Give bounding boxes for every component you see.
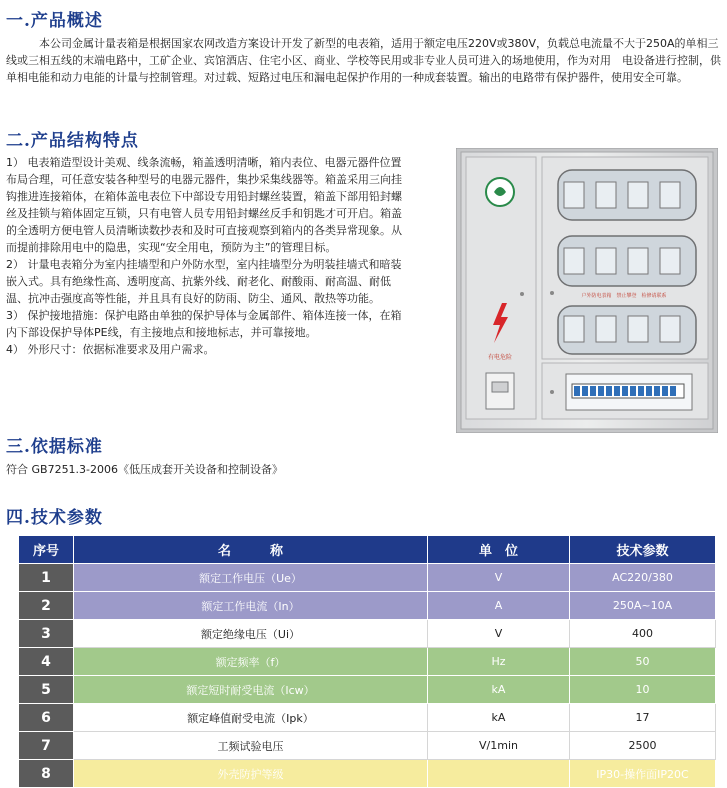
row-unit: kA	[428, 676, 570, 704]
row-name: 额定峰值耐受电流（Ipk）	[74, 704, 428, 732]
table-row	[19, 648, 716, 676]
warning-label: 户外防电表箱 禁止攀登 检修请联系	[581, 293, 667, 299]
row-unit: Hz	[428, 648, 570, 676]
table-row	[19, 676, 716, 704]
table-row	[19, 704, 716, 732]
row-value: 17	[570, 704, 716, 732]
row-index: 6	[19, 704, 74, 732]
table-row	[19, 760, 716, 788]
row-index: 5	[19, 676, 74, 704]
section-title-specs: 四.技术参数	[6, 508, 103, 528]
row-index: 8	[19, 760, 74, 788]
row-value: 250A~10A	[570, 592, 716, 620]
table-row	[19, 564, 716, 592]
row-unit: V	[428, 620, 570, 648]
meter-window	[558, 236, 696, 286]
structure-item: 1） 电表箱造型设计美观、线条流畅，箱盖透明清晰，箱内表位、电器元器件位置布局合理，可任意安装各种型号的电器元器件，集抄采集线器等。箱盖采用三向挂钩推进连接箱体，在箱体盖电表位下中部设专用铅封螺丝装置，箱盖下部用铅封螺丝及挂锁与箱体固定互锁，只有电管人员专用铅封螺丝反手和钥匙才可开启。箱盖的全透明方便电管人员清晰读数抄表和及时可直接观察到箱内的各类异常现象。从而提前排除用电中的隐患，实现“安全用电，预防为主”的管理目标。	[6, 156, 402, 254]
row-name: 工频试验电压	[74, 732, 428, 760]
row-name: 额定频率（f）	[74, 648, 428, 676]
row-value: 2500	[570, 732, 716, 760]
row-name: 额定工作电流（In）	[74, 592, 428, 620]
row-value: AC220/380	[570, 564, 716, 592]
structure-list	[6, 154, 404, 358]
table-header-row	[19, 536, 716, 564]
section-title-overview: 一.产品概述	[6, 11, 103, 31]
row-value: 50	[570, 648, 716, 676]
structure-item: 2） 计量电表箱分为室内挂墙型和户外防水型，室内挂墙型分为明装挂墙式和暗装嵌入式。具有绝缘性高、透明度高、抗紫外线、耐老化、耐酸雨、耐高温、耐低温、抗冲击强度高等性能，并且具有良好的防雨、防尘、通风、散热等功能。	[6, 258, 402, 305]
danger-label: 有电危险	[487, 354, 513, 361]
meter-box-photo	[456, 148, 718, 433]
header-name: 名 称	[74, 536, 428, 564]
row-unit: V	[428, 564, 570, 592]
row-name: 额定绝缘电压（Ui）	[74, 620, 428, 648]
row-name: 外壳防护等级	[74, 760, 428, 788]
standard-text: 符合 GB7251.3-2006《低压成套开关设备和控制设备》	[6, 463, 284, 476]
row-index: 4	[19, 648, 74, 676]
row-unit: V/1min	[428, 732, 570, 760]
header-value: 技术参数	[570, 536, 716, 564]
row-unit	[428, 760, 570, 788]
row-unit: A	[428, 592, 570, 620]
row-value: IP30-操作面IP20C	[570, 760, 716, 788]
row-index: 3	[19, 620, 74, 648]
meter-window	[558, 306, 696, 354]
spec-table	[18, 535, 716, 788]
header-index: 序号	[19, 536, 74, 564]
row-index: 2	[19, 592, 74, 620]
row-name: 额定工作电压（Ue）	[74, 564, 428, 592]
section-title-structure: 二.产品结构特点	[6, 131, 139, 151]
row-index: 7	[19, 732, 74, 760]
structure-item: 4） 外形尺寸：依据标准要求及用户需求。	[6, 343, 215, 356]
row-value: 400	[570, 620, 716, 648]
table-row	[19, 620, 716, 648]
table-row	[19, 732, 716, 760]
structure-item: 3） 保护接地措施：保护电路由单独的保护导体与金属部件、箱体连接一体，在箱内下部设保护导体PE线，有主接地点和接地标志，并可靠接地。	[6, 309, 402, 339]
row-index: 1	[19, 564, 74, 592]
table-row	[19, 592, 716, 620]
section-title-standard: 三.依据标准	[6, 437, 103, 457]
row-unit: kA	[428, 704, 570, 732]
row-name: 额定短时耐受电流（Icw）	[74, 676, 428, 704]
meter-window	[558, 170, 696, 220]
row-value: 10	[570, 676, 716, 704]
overview-paragraph: 本公司金属计量表箱是根据国家农网改造方案设计开发了新型的电表箱，适用于额定电压220V或380V，负载总电流量不大于250A的单相三线或三相五线的末端电路中，工矿企业、宾馆酒店、住宅小区、商业、学校等民用或非专业人员可进入的场地使用，作为对用 电设备进行控制，供单相电能和动力电能的计量与控制管理。对过载、短路过电压和漏电起保护作用的一种成套装置。输出的电路带有保护器件，使用安全可靠。	[6, 37, 721, 84]
header-unit: 单 位	[428, 536, 570, 564]
